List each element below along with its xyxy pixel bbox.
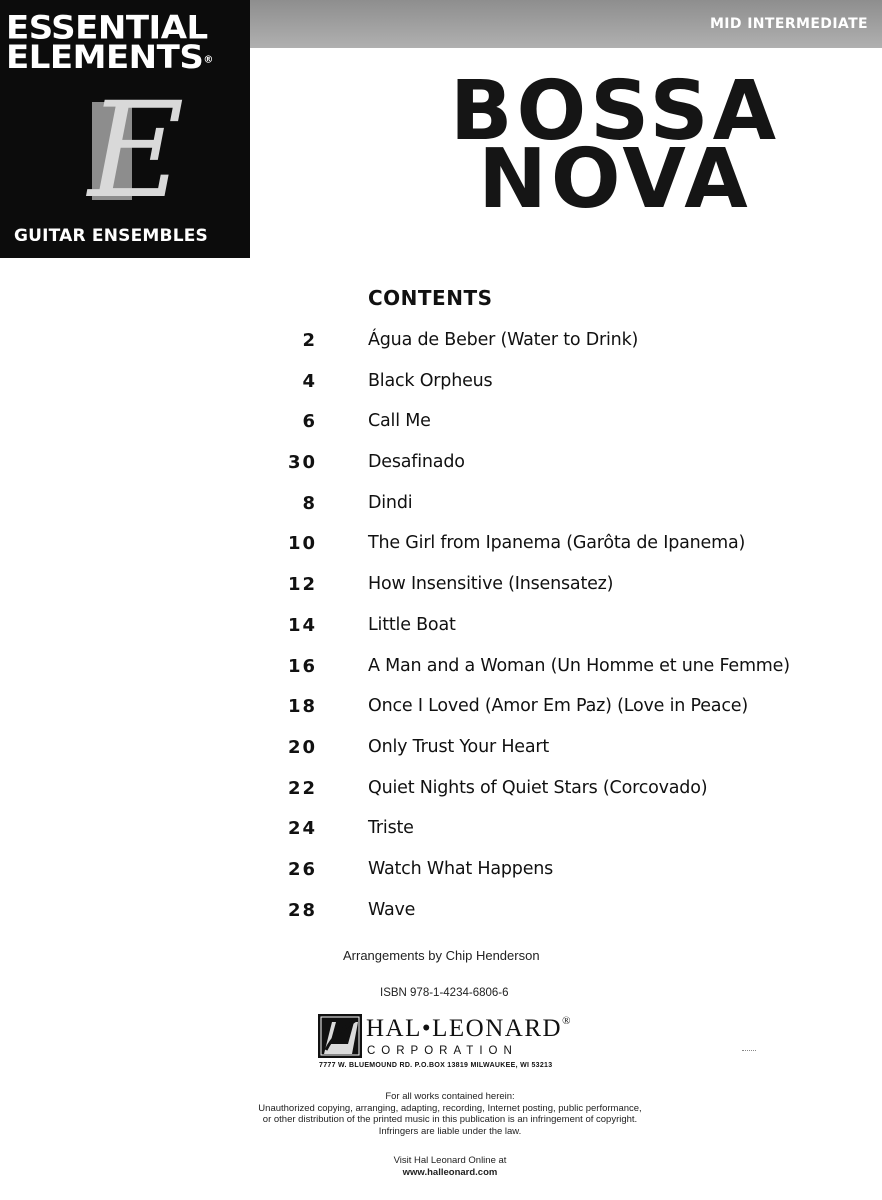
publisher-corporation: CORPORATION xyxy=(367,1045,518,1057)
toc-entry xyxy=(0,566,882,607)
toc-page-number: 2 xyxy=(302,330,317,351)
toc-page-number: 12 xyxy=(287,574,317,596)
toc-entry xyxy=(0,892,882,933)
toc-song-title: A Man and a Woman (Un Homme et une Femme) xyxy=(368,655,790,676)
toc-page-number: 6 xyxy=(302,411,317,433)
toc-entry xyxy=(0,363,882,404)
toc-entry xyxy=(0,810,882,851)
toc-song-title: Triste xyxy=(368,818,414,839)
toc-song-title: Black Orpheus xyxy=(368,370,493,391)
publisher-name-text: HAL•LEONARD xyxy=(366,1015,563,1042)
series-title-line2 xyxy=(6,38,250,77)
toc-song-title: Little Boat xyxy=(368,614,456,635)
toc-entry xyxy=(0,322,882,363)
toc-page-number: 28 xyxy=(287,899,317,921)
series-title-line1: ESSENTIAL xyxy=(6,9,208,48)
toc-entry xyxy=(0,648,882,689)
toc-page-number: 8 xyxy=(302,492,317,514)
copyright-line: Infringers are liable under the law. xyxy=(378,1125,522,1137)
series-logo xyxy=(0,0,250,258)
level-label: MID INTERMEDIATE xyxy=(709,16,868,32)
online-label: Visit Hal Leonard Online at xyxy=(393,1155,507,1166)
copyright-notice xyxy=(220,1091,680,1137)
publisher-registered-mark: ® xyxy=(562,1015,572,1027)
publisher-address: 7777 W. BLUEMOUND RD. P.O.BOX 13819 MILWAUKEE, WI 53213 xyxy=(319,1062,553,1069)
toc-entry xyxy=(0,525,882,566)
toc-entry xyxy=(0,403,882,444)
toc-song-title: The Girl from Ipanema (Garôta de Ipanema) xyxy=(368,533,746,554)
toc-song-title: Wave xyxy=(368,899,416,920)
toc-song-title: How Insensitive (Insensatez) xyxy=(368,574,614,595)
publisher-online xyxy=(220,1155,680,1178)
table-of-contents xyxy=(0,322,882,932)
toc-page-number: 24 xyxy=(287,818,317,840)
toc-song-title: Dindi xyxy=(368,492,413,513)
toc-song-title: Desafinado xyxy=(368,452,465,473)
toc-page-number: 14 xyxy=(287,614,317,636)
toc-song-title: Call Me xyxy=(368,411,431,432)
publisher-logo-icon xyxy=(318,1014,362,1058)
toc-page-number: 10 xyxy=(287,533,317,555)
toc-page-number: 16 xyxy=(287,655,317,677)
series-title-line2-text: ELEMENTS xyxy=(6,38,204,77)
toc-entry xyxy=(0,688,882,729)
series-title xyxy=(6,9,250,77)
toc-song-title: Quiet Nights of Quiet Stars (Corcovado) xyxy=(368,777,708,798)
book-title-line1: BOSSA xyxy=(449,64,781,159)
toc-song-title: Água de Beber (Water to Drink) xyxy=(368,330,639,350)
publisher-url: www.halleonard.com xyxy=(402,1166,498,1178)
copyright-line: For all works contained herein: xyxy=(385,1091,515,1102)
arranger-credit: Arrangements by Chip Henderson xyxy=(343,948,540,963)
toc-page-number: 18 xyxy=(287,696,317,718)
scan-artifact xyxy=(742,1050,756,1052)
copyright-line: or other distribution of the printed music in this publication is an infringement of copyright. xyxy=(262,1114,638,1126)
toc-song-title: Only Trust Your Heart xyxy=(368,736,550,757)
toc-page-number: 20 xyxy=(287,736,317,758)
toc-song-title: Once I Loved (Amor Em Paz) (Love in Peace) xyxy=(368,696,748,717)
toc-page-number: 26 xyxy=(287,858,317,880)
registered-mark: ® xyxy=(203,54,213,66)
toc-entry xyxy=(0,485,882,526)
toc-page-number: 4 xyxy=(302,370,317,392)
series-subtitle: GUITAR ENSEMBLES xyxy=(14,226,208,246)
publisher-name xyxy=(366,1015,572,1043)
book-title-line2: NOVA xyxy=(478,132,752,227)
toc-entry xyxy=(0,607,882,648)
copyright-line: Unauthorized copying, arranging, adapting, recording, Internet posting, public performance, xyxy=(258,1102,642,1114)
toc-entry xyxy=(0,444,882,485)
level-band xyxy=(250,0,882,48)
emblem-letter: E xyxy=(88,74,185,228)
toc-page-number: 22 xyxy=(287,777,317,799)
book-title xyxy=(405,64,825,227)
toc-entry xyxy=(0,729,882,770)
toc-page-number: 30 xyxy=(287,452,317,474)
isbn: ISBN 978-1-4234-6806-6 xyxy=(380,987,509,999)
toc-entry xyxy=(0,770,882,811)
toc-song-title: Watch What Happens xyxy=(368,858,554,879)
toc-entry xyxy=(0,851,882,892)
contents-heading: CONTENTS xyxy=(368,286,493,310)
